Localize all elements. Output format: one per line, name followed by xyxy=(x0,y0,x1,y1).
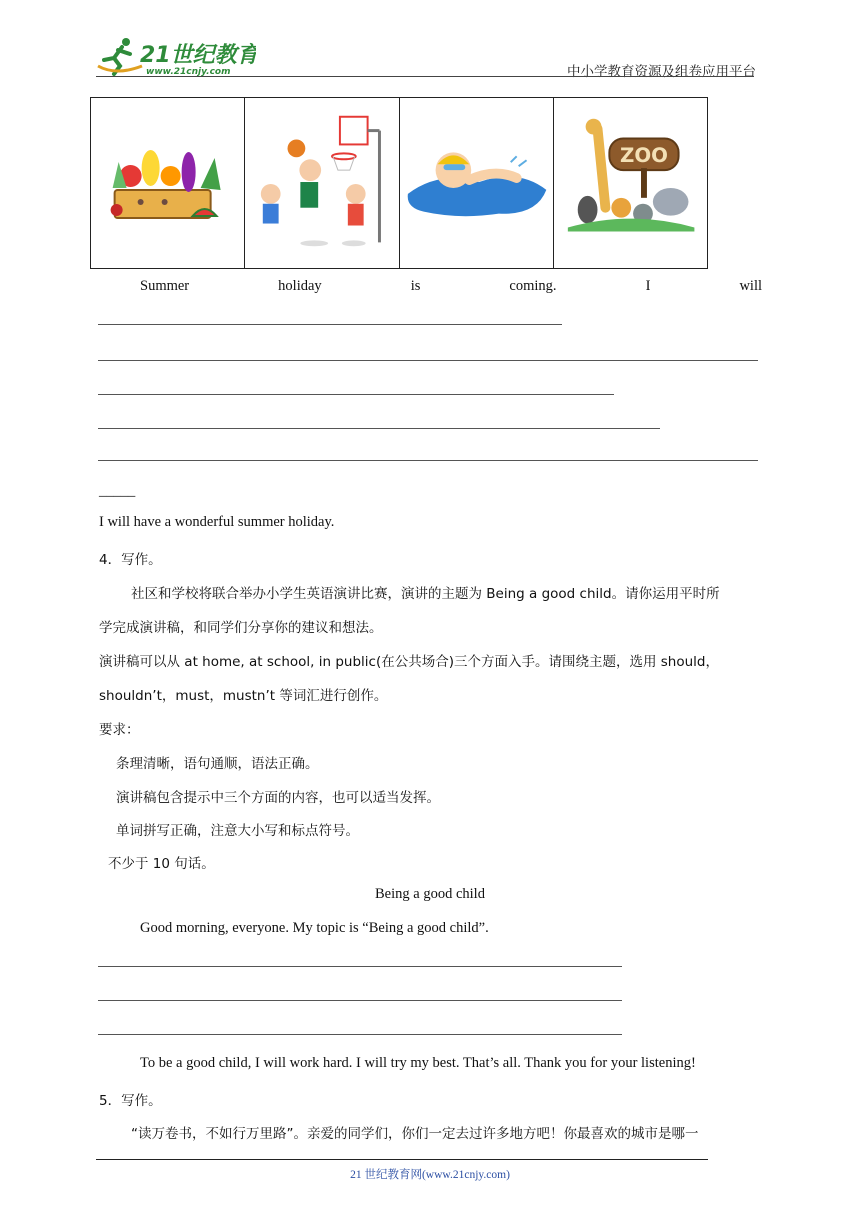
word: holiday xyxy=(278,278,322,294)
instruction-text: 演讲稿可以从 at home, at school, in public(在公共场合)三个方面入手。请围绕主题，选用 should， xyxy=(99,654,719,670)
picture-cell xyxy=(400,98,554,268)
platform-name: 中小学教育资源及组卷应用平台 xyxy=(567,64,756,80)
answer-line[interactable] xyxy=(98,324,562,325)
instruction-text: “读万卷书，不如行万里路”。亲爱的同学们，你们一定去过许多地方吧！你最喜欢的城市是哪一 xyxy=(131,1126,699,1142)
fruit-vegetable-basket-icon xyxy=(91,98,244,268)
picture-cell xyxy=(245,98,399,268)
picture-table xyxy=(90,97,708,269)
answer-line[interactable] xyxy=(98,394,614,395)
instruction-text: 学完成演讲稿，和同学们分享你的建议和想法。 xyxy=(99,620,383,636)
picture-cell xyxy=(91,98,245,268)
essay-opening: Good morning, everyone. My topic is “Being a good child”. xyxy=(140,920,489,936)
requirement-item: 不少于 10 句话。 xyxy=(108,856,215,872)
basketball-kids-icon xyxy=(245,98,398,268)
word: is xyxy=(410,278,421,294)
sentence-prompt xyxy=(100,278,762,295)
answer-line[interactable] xyxy=(98,360,758,361)
word: will xyxy=(739,278,762,294)
picture-cell xyxy=(554,98,707,268)
answer-line-tail[interactable]: _____ xyxy=(99,483,136,499)
word: I xyxy=(645,278,651,294)
svg-text:ZOO: ZOO xyxy=(619,144,668,168)
essay-closing: To be a good child, I will work hard. I will try my best. That’s all. Thank you for your listening! xyxy=(140,1055,696,1071)
word: coming. xyxy=(509,278,557,294)
closing-sentence: I will have a wonderful summer holiday. xyxy=(99,514,335,530)
requirement-item: 条理清晰，语句通顺，语法正确。 xyxy=(116,756,319,772)
instruction-text: 社区和学校将联合举办小学生英语演讲比赛，演讲的主题为 Being a good child。请你运用平时所 xyxy=(131,586,720,602)
instruction-text: shouldn’t，must，mustn’t 等词汇进行创作。 xyxy=(99,688,388,704)
svg-text:21世纪教育: 21世纪教育 xyxy=(140,43,256,68)
swimming-boy-icon xyxy=(400,98,553,268)
answer-line[interactable] xyxy=(98,966,622,967)
footer-divider xyxy=(96,1159,708,1160)
requirements-title: 要求： xyxy=(99,722,140,738)
answer-line[interactable] xyxy=(98,428,660,429)
zoo-animals-icon xyxy=(554,98,707,268)
runner-icon xyxy=(96,36,256,78)
answer-line[interactable] xyxy=(98,1034,622,1035)
requirement-item: 演讲稿包含提示中三个方面的内容，也可以适当发挥。 xyxy=(116,790,440,806)
question-number: 5．写作。 xyxy=(99,1093,162,1109)
question-number: 4．写作。 xyxy=(99,552,162,568)
word: Summer xyxy=(140,278,190,294)
requirement-item: 单词拼写正确，注意大小写和标点符号。 xyxy=(116,823,359,839)
answer-line[interactable] xyxy=(98,460,758,461)
svg-text:www.21cnjy.com: www.21cnjy.com xyxy=(146,67,231,77)
essay-title: Being a good child xyxy=(375,886,485,902)
answer-line[interactable] xyxy=(98,1000,622,1001)
site-logo xyxy=(96,36,256,78)
footer-text: 21 世纪教育网(www.21cnjy.com) xyxy=(350,1169,510,1181)
header-divider xyxy=(96,76,754,77)
